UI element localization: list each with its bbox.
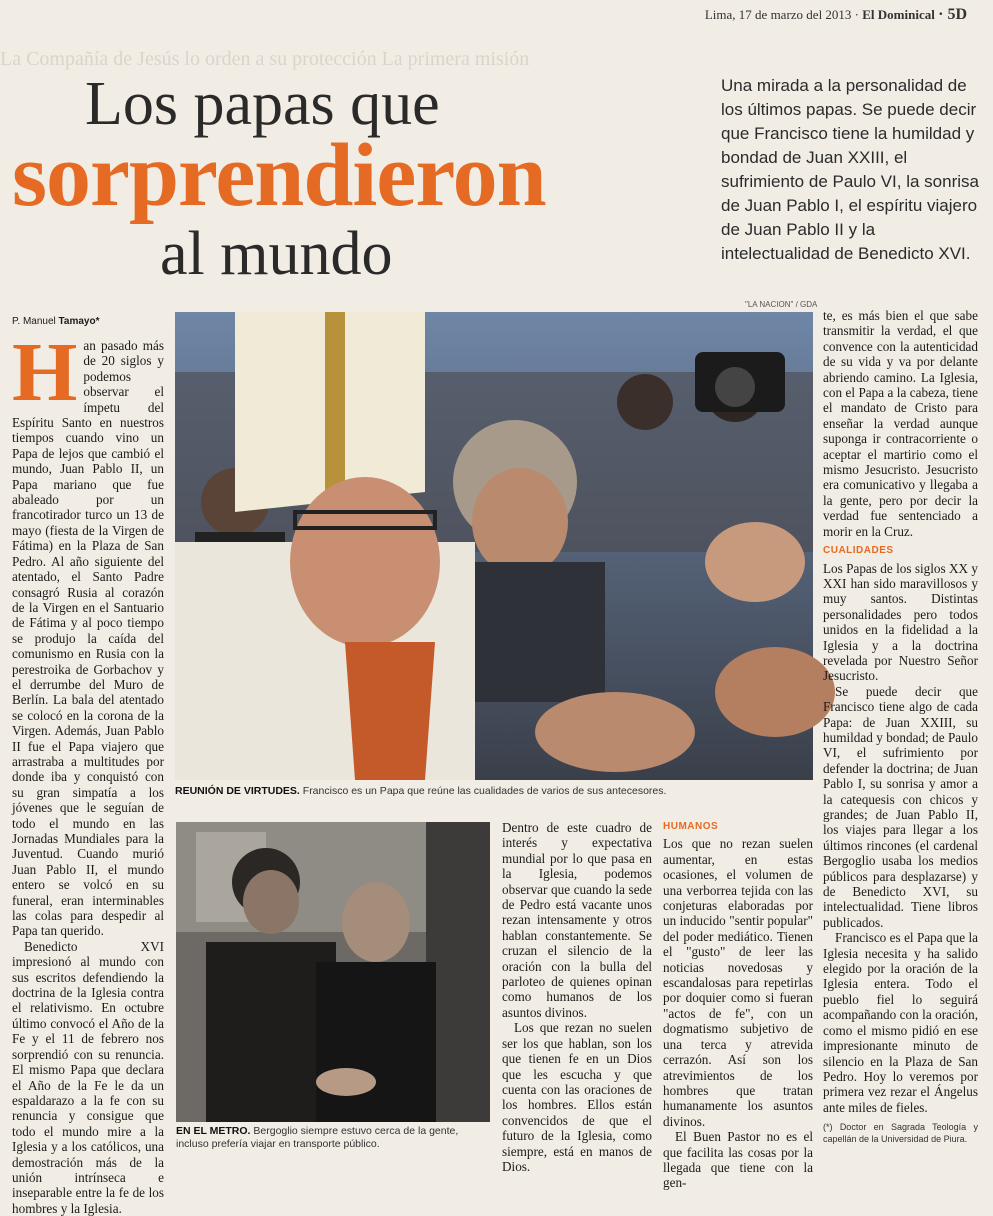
section-name: El Dominical <box>862 7 935 22</box>
subhead-cualidades: CUALIDADES <box>823 545 894 557</box>
paragraph: an pasado más de 20 siglos y podemos observar el ímpetu del Espíritu Santo en nuestros tiempos cuando vino un Papa de lejos que cambió el mundo, Juan Pablo II, un Papa mariano que fue abaleado por un francotirador turco un 13 de mayo (fiesta de la Virgen de Fátima) en la Plaza de San Pedro. Al año siguiente del atentado, el Santo Padre consagró Rusia al corazón de la Virgen en el Santuario de Fátima y al poco tiempo se produjo la caída del comunismo en Rusia con la perestroika de Gorbachov y el derrumbe del Muro de Berlín. La bala del atentado se colocó en la corona de la Virgen. Además, Juan Pablo II fue el Papa viajero que arrastraba a multitudes por donde iba y conquistó con su gran simpatía a los jóvenes que le seguían de todo el mundo en las Jornadas Mundiales para la Juventud. Cuando murió Juan Pablo II, el mundo entero se volcó en su funeral, eran interminables las colas para despedir al Papa tan querido. <box>12 338 164 939</box>
deck-summary: Una mirada a la personalidad de los últimos papas. Se puede decir que Francisco tiene la humildad y bondad de Juan XXIII, el sufrimiento de Paulo VI, la sonrisa de Juan Pablo I, el espíritu viajero de Juan Pablo II y la intelectualidad de Benedicto XVI. <box>721 76 979 263</box>
article-column-3 <box>502 820 652 1174</box>
article-column-4 <box>663 815 813 1191</box>
paragraph: te, es más bien el que sabe transmitir la verdad, el que convence con la autenticidad de su vida y va por delante abriendo camino. La Iglesia, con el Papa a la cabeza, tiene el mandato de Cristo para enseñar la verdad aunque suponga ir contracorriente o aceptar el martirio como el mismo Jesucristo. Jesucristo era comunicativo y llegaba a la gente, pero por decir la verdad fue sentenciado a morir en la Cruz. <box>823 308 978 539</box>
main-photo <box>175 312 813 780</box>
bleed-through-text: La Compañía de Jesús lo orden a su protección La primera misión <box>0 48 530 70</box>
main-photo-caption <box>175 785 813 797</box>
subhead-humanos: HUMANOS <box>663 821 719 832</box>
byline-first: P. Manuel <box>12 316 56 327</box>
article-column-1 <box>12 326 164 1216</box>
metro-photo-caption <box>176 1125 490 1151</box>
byline-last: Tamayo* <box>58 316 100 327</box>
caption-lead: EN EL METRO. <box>176 1125 251 1137</box>
headline-line-2: sorprendieron <box>12 126 546 225</box>
dateline: Lima, 17 de marzo del 2013 · <box>704 7 860 22</box>
paragraph: Los que no rezan suelen aumentar, en estas ocasiones, el volumen de una verborrea tejida con las conjeturas elaboradas por un inducido "sentir popular" del poder mediático. Tienen el "gusto" de leer las noticias novedosas y escandalosas para repetirlas por doquier como si fueran "actos de fe", con un dogmatismo subjetivo de una terca y atrevida cerrazón. Así son los atrevimientos de los hombres que tratan humanamente los asuntos divinos. <box>663 836 813 1129</box>
article-column-5 <box>823 308 978 1145</box>
author-footnote: (*) Doctor en Sagrada Teología y capellán de la Universidad de Piura. <box>823 1122 978 1145</box>
paragraph: Los Papas de los siglos XX y XXI han sido maravillosos y muy santos. Distintas personalidades pero todos unidos en la fidelidad a la Iglesia y a la doctrina revelada por Nuestro Señor Jesucristo. <box>823 560 978 684</box>
paragraph: Benedicto XVI impresionó al mundo con sus escritos defendiendo la doctrina de la Iglesia contra el relativismo. En octubre último convocó el Año de la Fe y el 11 de febrero nos sorprendió con su renuncia. El mismo Papa que declara el Año de la Fe le da un espaldarazo a la fe con su renuncia y consigue que todo el mundo mire a la Iglesia y a los católicos, una demostración más de la unión intrínseca e inseparable entre la fe de los hombres y la Iglesia. <box>12 938 164 1216</box>
paragraph: Los que rezan no suelen ser los que hablan, son los que tienen fe en un Dios que les escucha y que cuenta con las oraciones de los hombres. Ellos están convencidos de que el futuro de la Iglesia, como siempre, está en manos de Dios. <box>502 1020 652 1174</box>
page-folio <box>705 6 967 24</box>
caption-lead: REUNIÓN DE VIRTUDES. <box>175 785 300 797</box>
caption-text: Francisco es un Papa que reúne las cualidades de varios de sus antecesores. <box>299 785 667 797</box>
page-number: · 5D <box>938 6 967 23</box>
paragraph: Se puede decir que Francisco tiene algo de cada Papa: de Juan XXIII, su humildad y bondad; de Paulo VI, el sufrimiento por defender la doctrina; de Juan Pablo I, su sonrisa y amor a la catequesis con chicos y grandes; de Juan Pablo II, los viajes para llegar a los últimos rincones (el cardenal Bergoglio usaba los medios públicos para desplazarse) y de Benedicto XVI, su intelectualidad. Tiene libros publicados. <box>823 683 978 930</box>
caption-text: Bergoglio siempre estuvo cerca de la gente, incluso prefería viajar en transporte público. <box>176 1125 459 1150</box>
headline-line-3: al mundo <box>160 220 393 288</box>
paragraph: El Buen Pastor no es el que facilita las cosas por la llegada que tiene con la gen- <box>663 1129 813 1191</box>
paragraph: Francisco es el Papa que la Iglesia necesita y ha salido elegido por la oración de la Iglesia entera. Todo el pueblo fiel lo seguirá acompañando con la oración, como el mismo pidió en ese impresionante minuto de silencio en la Plaza de San Pedro. Hoy lo veremos por primera vez rezar el Ángelus ante miles de fieles. <box>823 930 978 1115</box>
metro-photo <box>176 822 490 1122</box>
drop-cap: H <box>12 326 78 419</box>
headline-line-1: Los papas que <box>85 70 440 138</box>
photo-credit: "LA NACION" / GDA <box>745 300 818 309</box>
paragraph: Dentro de este cuadro de interés y expectativa mundial por lo que pasa en la Iglesia, podemos observar que cuando la sede de Pedro está vacante unos rezan intensamente y otros hablan constantemente. Se cruzan el silencio de la oración con la bulla del parloteo de quienes opinan como humanos de los asuntos divinos. <box>502 820 652 1020</box>
